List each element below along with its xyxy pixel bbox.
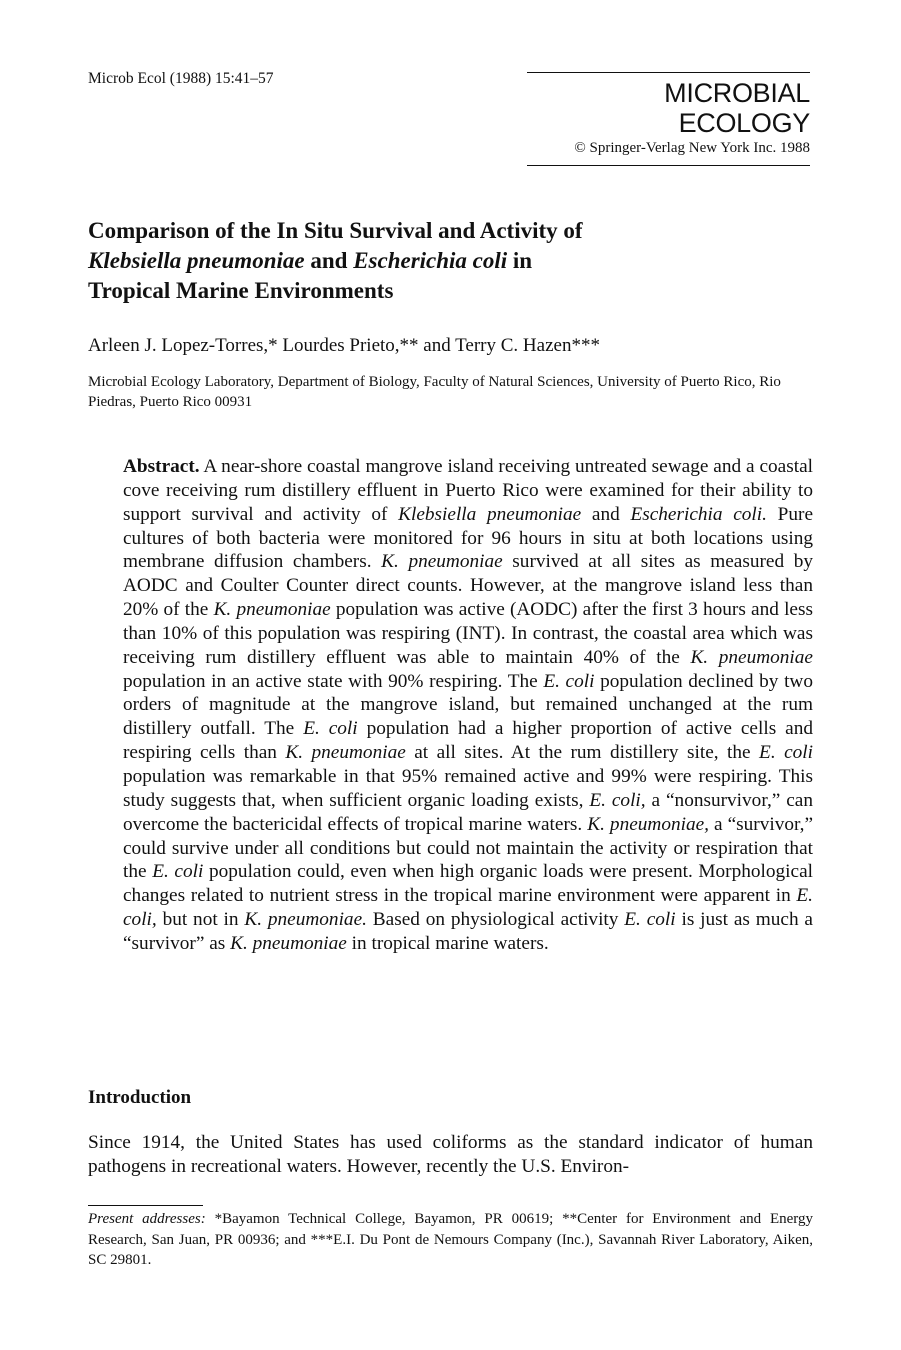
- abstract-text: survived at all sites as measured by AODC and Coulter Counter direct counts. However, at the mangrove island less than 20% of the: [123, 551, 813, 621]
- species-name: K. pneumoniae: [381, 551, 503, 573]
- abstract-text: but not in: [162, 909, 239, 931]
- title-line-3: Tropical Marine Environments: [88, 278, 394, 303]
- paper-title: [88, 216, 808, 306]
- abstract-text: Pure cultures of both bacteria were monitored for 96 hours in situ at both locations using membrane diffusion chambers.: [123, 503, 813, 573]
- masthead-bottom-rule: [527, 165, 810, 166]
- footnote-label: Present addresses:: [88, 1211, 206, 1227]
- footnote-rule: [88, 1205, 203, 1206]
- species-name: E. coli: [759, 742, 813, 764]
- masthead-top-rule: [527, 72, 810, 73]
- abstract-text: and: [591, 503, 620, 525]
- title-line-1: Comparison of the In Situ Survival and Activity of: [88, 218, 583, 243]
- abstract: [123, 455, 813, 956]
- title-and: and: [310, 248, 348, 273]
- species-name: K. pneumoniae: [285, 742, 406, 764]
- title-species-2: Escherichia coli: [353, 248, 508, 273]
- abstract-label: Abstract.: [123, 456, 200, 477]
- abstract-text: a “nonsurvivor,” can overcome the bactericidal effects of tropical marine waters.: [123, 789, 814, 835]
- abstract-text: population declined by two orders of magnitude at the mangrove island, but remained unchanged at the rum distillery outfall. The: [123, 670, 814, 740]
- copyright-notice: © Springer-Verlag New York Inc. 1988: [574, 140, 810, 156]
- species-name: E. coli: [152, 861, 204, 883]
- species-name: K. pneumoniae,: [587, 813, 709, 835]
- title-species-1: Klebsiella pneumoniae: [88, 248, 305, 273]
- abstract-text: population had a higher proportion of active cells and respiring cells than: [123, 718, 813, 764]
- species-name: E. coli,: [123, 885, 814, 931]
- species-name: Escherichia coli.: [630, 503, 767, 525]
- species-name: E. coli,: [589, 789, 646, 811]
- species-name: E. coli: [303, 718, 358, 740]
- abstract-text: population in an active state with 90% respiring. The: [123, 670, 538, 692]
- footnote-text: *Bayamon Technical College, Bayamon, PR 00619; **Center for Environment and Energy Research, San Juan, PR 00936; and ***E.I. Du Pont de Nemours Company (Inc.), Savannah River Laboratory, Aiken, SC 29801.: [88, 1211, 814, 1268]
- abstract-text: population was active (AODC) after the first 3 hours and less than 10% of this population was respiring (INT). In contrast, the coastal area which was receiving rum distillery effluent was able to maintain 40% of the: [123, 599, 813, 668]
- journal-citation: Microb Ecol (1988) 15:41–57: [88, 70, 274, 87]
- species-name: Klebsiella pneumoniae: [398, 503, 582, 525]
- abstract-text: in tropical marine waters.: [351, 932, 549, 954]
- species-name: K. pneumoniae: [690, 646, 813, 668]
- title-in: in: [512, 248, 533, 273]
- journal-name: MICROBIAL ECOLOGY: [664, 78, 810, 138]
- species-name: E. coli: [624, 909, 676, 931]
- species-name: K. pneumoniae: [230, 932, 347, 954]
- abstract-text: is just as much a “survivor” as: [123, 909, 813, 954]
- affiliation: Microbial Ecology Laboratory, Department of Biology, Faculty of Natural Sciences, University of Puerto Rico, Rio Piedras, Puerto Rico 00931: [88, 374, 781, 410]
- footnote: [88, 1209, 813, 1271]
- abstract-text: a “survivor,” could survive under all conditions but could not maintain the activity or respiration that the: [123, 813, 814, 883]
- abstract-text: A near-shore coastal mangrove island receiving untreated sewage and a coastal cove receiving rum distillery effluent in Puerto Rico were examined for their ability to support survival and activity of: [123, 456, 814, 525]
- abstract-text: population could, even when high organic loads were present. Morphological changes related to nutrient stress in the tropical marine environment were apparent in: [123, 861, 813, 907]
- species-name: E. coli: [543, 670, 595, 692]
- introduction-text: Since 1914, the United States has used coliforms as the standard indicator of human pathogens in recreational waters. However, recently the U.S. Environ-: [88, 1132, 813, 1177]
- species-name: K. pneumoniae.: [244, 909, 367, 931]
- abstract-text: Based on physiological activity: [372, 909, 619, 931]
- abstract-text: at all sites. At the rum distillery site, the: [414, 742, 751, 764]
- species-name: K. pneumoniae: [213, 599, 331, 621]
- section-heading-introduction: Introduction: [88, 1087, 192, 1108]
- abstract-text: population was remarkable in that 95% remained active and 99% were respiring. This study suggests that, when sufficient organic loading exists,: [123, 765, 813, 811]
- journal-masthead: [527, 72, 810, 166]
- author-list: Arleen J. Lopez-Torres,* Lourdes Prieto,** and Terry C. Hazen***: [88, 335, 600, 356]
